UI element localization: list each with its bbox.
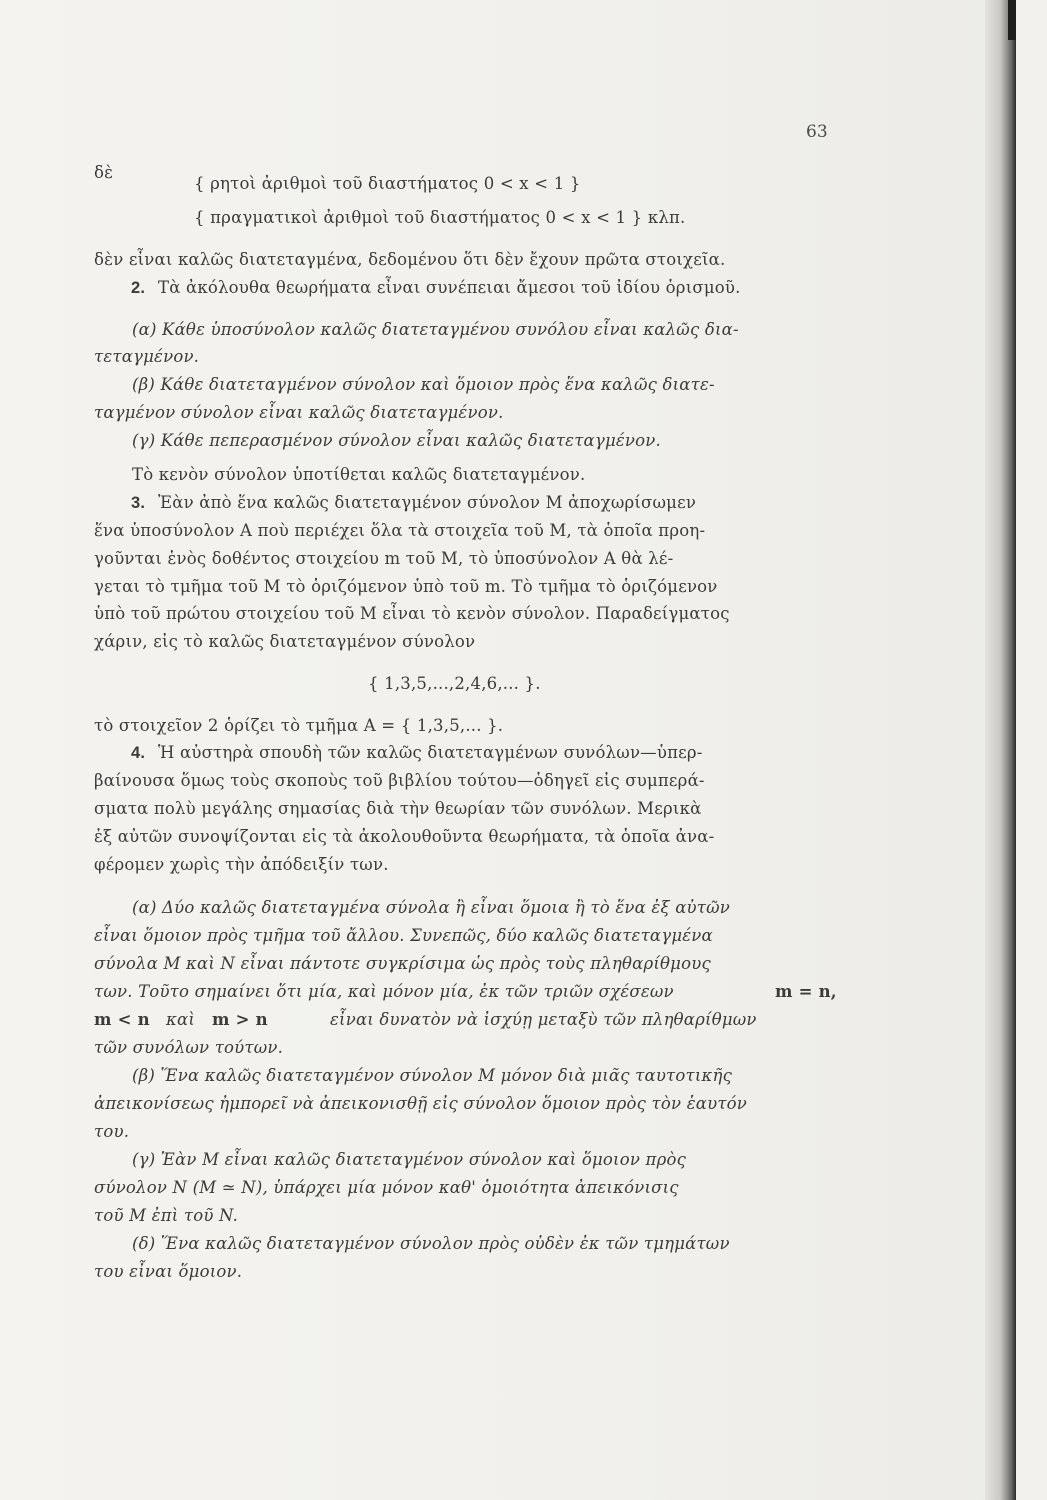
- text-line: ἕνα ὑποσύνολον A ποὺ περιέχει ὅλα τὰ στοιχεῖα τοῦ M, τὰ ὁποῖα προη-: [94, 521, 706, 540]
- theorem-line: εἶναι ὅμοιον πρὸς τμῆμα τοῦ ἄλλου. Συνεπῶς, δύο καλῶς διατεταγμένα: [94, 926, 713, 945]
- text-line: γεται τὸ τμῆμα τοῦ M τὸ ὁριζόμενον ὑπὸ τοῦ m. Τὸ τμῆμα τὸ ὁριζόμενον: [94, 577, 718, 596]
- theorem-line: (δ) Ἕνα καλῶς διατεταγμένον σύνολον πρὸς οὐδὲν ἐκ τῶν τμημάτων: [132, 1234, 730, 1253]
- text-line: βαίνουσα ὅμως τοὺς σκοποὺς τοῦ βιβλίου τούτου—ὁδηγεῖ εἰς συμπερά-: [94, 771, 705, 790]
- theorem-line: (β) Ἕνα καλῶς διατεταγμένον σύνολον M μόνον διὰ μιᾶς ταυτοτικῆς: [132, 1066, 733, 1085]
- text-line: Τὰ ἀκόλουθα θεωρήματα εἶναι συνέπειαι ἄμεσοι τοῦ ἰδίου ὁρισμοῦ.: [158, 278, 741, 297]
- theorem-line: ταγμένον σύνολον εἶναι καλῶς διατεταγμένον.: [94, 403, 504, 422]
- theorem-line: εἶναι δυνατὸν νὰ ἰσχύῃ μεταξὺ τῶν πληθαρίθμων: [330, 1010, 757, 1029]
- theorem-line: σύνολον N (M ≃ N), ὑπάρχει μία μόνον καθ' ὁμοιότητα ἀπεικόνισις: [94, 1178, 679, 1197]
- theorem-line: σύνολα M καὶ N εἶναι πάντοτε συγκρίσιμα ὡς πρὸς τοὺς πληθαρίθμους: [94, 954, 711, 973]
- text-line: σματα πολὺ μεγάλης σημασίας διὰ τὴν θεωρίαν τῶν συνόλων. Μερικὰ: [94, 799, 702, 818]
- text-line: τὸ στοιχεῖον 2 ὁρίζει τὸ τμῆμα A = { 1,3,5,... }.: [94, 716, 504, 735]
- set-example-rationals: { ρητοὶ ἀριθμοὶ τοῦ διαστήματος 0 < x < 1 }: [194, 174, 581, 193]
- section-number: 2.: [131, 279, 146, 297]
- theorem-line: (γ) Ἐὰν M εἶναι καλῶς διατεταγμένον σύνολον καὶ ὅμοιον πρὸς: [132, 1150, 687, 1169]
- text-line: φέρομεν χωρὶς τὴν ἀπόδειξίν των.: [94, 855, 389, 874]
- page-edge-shadow: [985, 0, 1016, 1500]
- theorem-line: του εἶναι ὅμοιον.: [94, 1262, 243, 1281]
- text-line: Ἡ αὐστηρὰ σπουδὴ τῶν καλῶς διατεταγμένων συνόλων—ὑπερ-: [158, 743, 703, 762]
- page-corner: [1008, 0, 1016, 40]
- formula-set: { 1,3,5,...,2,4,6,... }.: [368, 674, 541, 693]
- section-number: 4.: [131, 744, 146, 762]
- theorem-word: καὶ: [166, 1010, 196, 1029]
- theorem-line: (α) Δύο καλῶς διατεταγμένα σύνολα ἢ εἶναι ὅμοια ἢ τὸ ἕνα ἐξ αὐτῶν: [132, 898, 730, 917]
- text-line: δὲ: [94, 163, 114, 182]
- text-line: δὲν εἶναι καλῶς διατεταγμένα, δεδομένου ὅτι δὲν ἔχουν πρῶτα στοιχεῖα.: [94, 250, 726, 269]
- theorem-line: ἀπεικονίσεως ἠμπορεῖ νὰ ἀπεικονισθῇ εἰς σύνολον ὅμοιον πρὸς τὸν ἑαυτόν: [94, 1094, 748, 1113]
- relation-less: m < n: [94, 1010, 150, 1029]
- theorem-line: (α) Κάθε ὑποσύνολον καλῶς διατεταγμένου συνόλου εἶναι καλῶς δια-: [132, 320, 739, 339]
- text-line: γοῦνται ἑνὸς δοθέντος στοιχείου m τοῦ M, τὸ ὑποσύνολον A θὰ λέ-: [94, 549, 674, 568]
- text-line: Τὸ κενὸν σύνολον ὑποτίθεται καλῶς διατεταγμένον.: [132, 465, 586, 484]
- theorem-line: τῶν συνόλων τούτων.: [94, 1038, 284, 1057]
- text-line: ἐξ αὐτῶν συνοψίζονται εἰς τὰ ἀκολουθοῦντα θεωρήματα, τὰ ὁποῖα ἀνα-: [94, 827, 715, 846]
- text-line: Ἐὰν ἀπὸ ἕνα καλῶς διατεταγμένον σύνολον M ἀποχωρίσωμεν: [158, 493, 697, 512]
- theorem-line: τοῦ M ἐπὶ τοῦ N.: [94, 1206, 239, 1225]
- text-line: ὑπὸ τοῦ πρώτου στοιχείου τοῦ M εἶναι τὸ κενὸν σύνολον. Παραδείγματος: [94, 604, 730, 623]
- relation-equal: m = n,: [775, 982, 837, 1001]
- theorem-line: (γ) Κάθε πεπερασμένον σύνολον εἶναι καλῶς διατεταγμένον.: [132, 431, 661, 450]
- theorem-line: (β) Κάθε διατεταγμένον σύνολον καὶ ὅμοιον πρὸς ἕνα καλῶς διατε-: [132, 375, 715, 394]
- page-number: 63: [806, 122, 828, 142]
- relation-greater: m > n: [212, 1010, 268, 1029]
- set-example-reals: { πραγματικοὶ ἀριθμοὶ τοῦ διαστήματος 0 < x < 1 } κλπ.: [194, 208, 686, 227]
- section-number: 3.: [131, 494, 146, 512]
- theorem-line: των. Τοῦτο σημαίνει ὅτι μία, καὶ μόνον μία, ἐκ τῶν τριῶν σχέσεων: [94, 982, 674, 1001]
- theorem-line: τεταγμένον.: [94, 347, 200, 366]
- text-line: χάριν, εἰς τὸ καλῶς διατεταγμένον σύνολον: [94, 632, 476, 651]
- theorem-line: του.: [94, 1122, 130, 1141]
